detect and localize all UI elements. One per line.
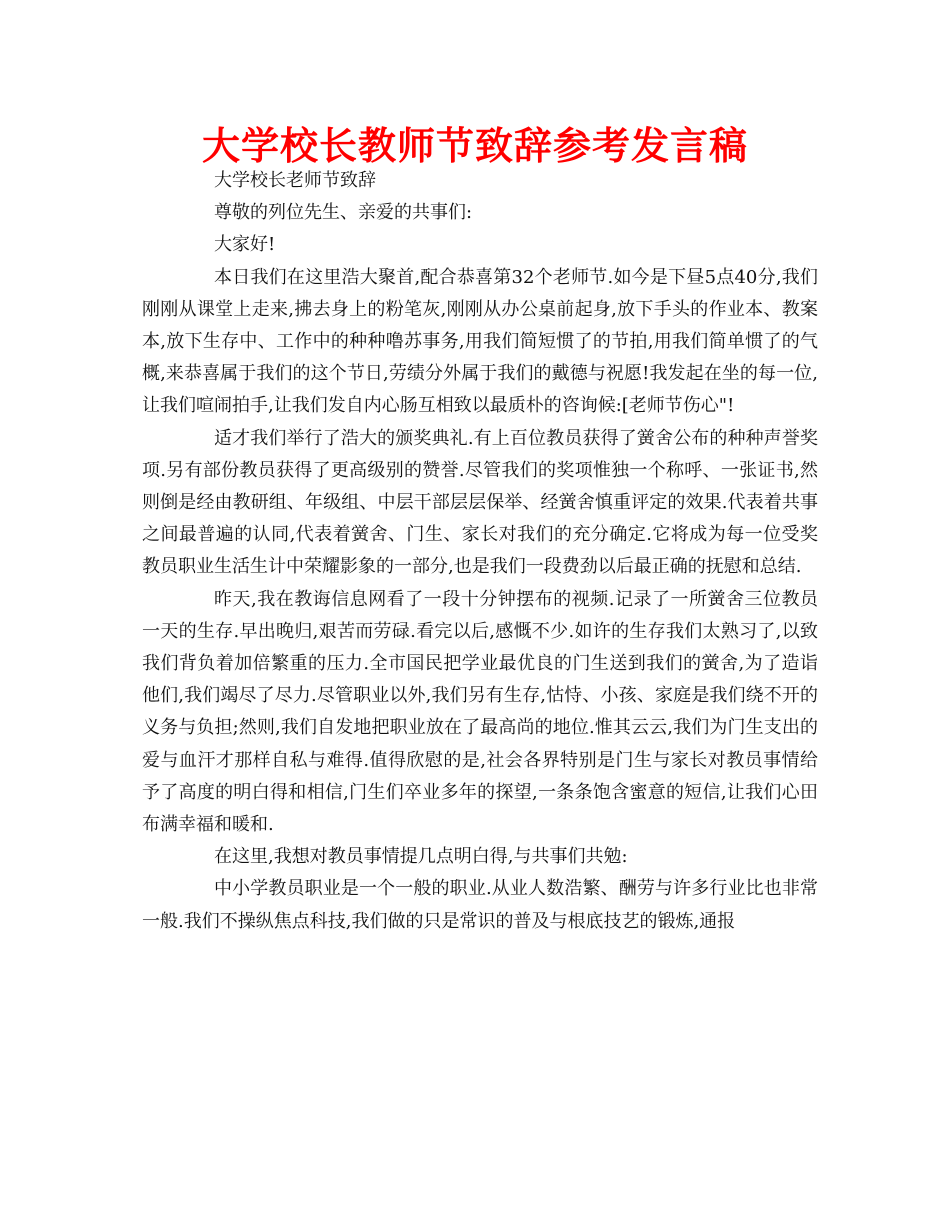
paragraph: 昨天,我在教诲信息网看了一段十分钟摆布的视频.记录了一所黉舍三位教员一天的生存.早出晚归,艰苦而劳碌.看完以后,感慨不少.如许的生存我们太熟习了,以致我们背负着加倍繁重的压力.全市国民把学业最优良的门生送到我们的黉舍,为了造诣他们,我们竭尽了尽力.尽管职业以外,我们另有生存,怙恃、小孩、家庭是我们绕不开的义务与负担;然则,我们自发地把职业放在了最高尚的地位.惟其云云,我们为门生支出的爱与血汗才那样自私与难得.值得欣慰的是,社会各界特别是门生与家长对教员事情给予了高度的明白得和相信,门生们卒业多年的探望,一条条饱含蜜意的短信,让我们心田布满幸福和暖和.: [142, 588, 818, 836]
paragraph-subtitle: 大学校长老师节致辞: [214, 170, 376, 191]
paragraph: 本日我们在这里浩大聚首,配合恭喜第32个老师节.如今是下昼5点40分,我们刚刚从课堂上走来,拂去身上的粉笔灰,刚刚从办公桌前起身,放下手头的作业本、教案本,放下生存中、工作中的种种噜苏事务,用我们简短惯了的节拍,用我们简单惯了的气概,来恭喜属于我们的这个节日,劳绩分外属于我们的戴德与祝愿!我发起在坐的每一位,让我们喧闹拍手,让我们发自内心肠互相致以最质朴的咨询候:[老师节伤心"!: [142, 266, 818, 417]
document-body: [142, 165, 818, 938]
paragraph: 适才我们举行了浩大的颁奖典礼.有上百位教员获得了黉舍公布的种种声誉奖项.另有部份教员获得了更高级别的赞誉.尽管我们的奖项惟独一个称呼、一张证书,然则倒是经由教研组、年级组、中层干部层层保举、经黉舍慎重评定的效果.代表着共事之间最普遍的认同,代表着黉舍、门生、家长对我们的充分确定.它将成为每一位受奖教员职业生活生计中荣耀影象的一部分,也是我们一段费劲以后最正确的抚慰和总结.: [142, 427, 818, 578]
paragraph: 中小学教员职业是一个一般的职业.从业人数浩繁、酬劳与许多行业比也非常一般.我们不操纵焦点科技,我们做的只是常识的普及与根底技艺的锻炼,通报: [142, 878, 818, 932]
document-title: 大学校长教师节致辞参考发言稿: [201, 124, 748, 168]
paragraph-salutation: 尊敬的列位先生、亲爱的共事们:: [214, 202, 473, 224]
paragraph: 在这里,我想对教员事情提几点明白得,与共事们共勉:: [214, 846, 628, 868]
paragraph-greeting: 大家好!: [214, 234, 276, 256]
